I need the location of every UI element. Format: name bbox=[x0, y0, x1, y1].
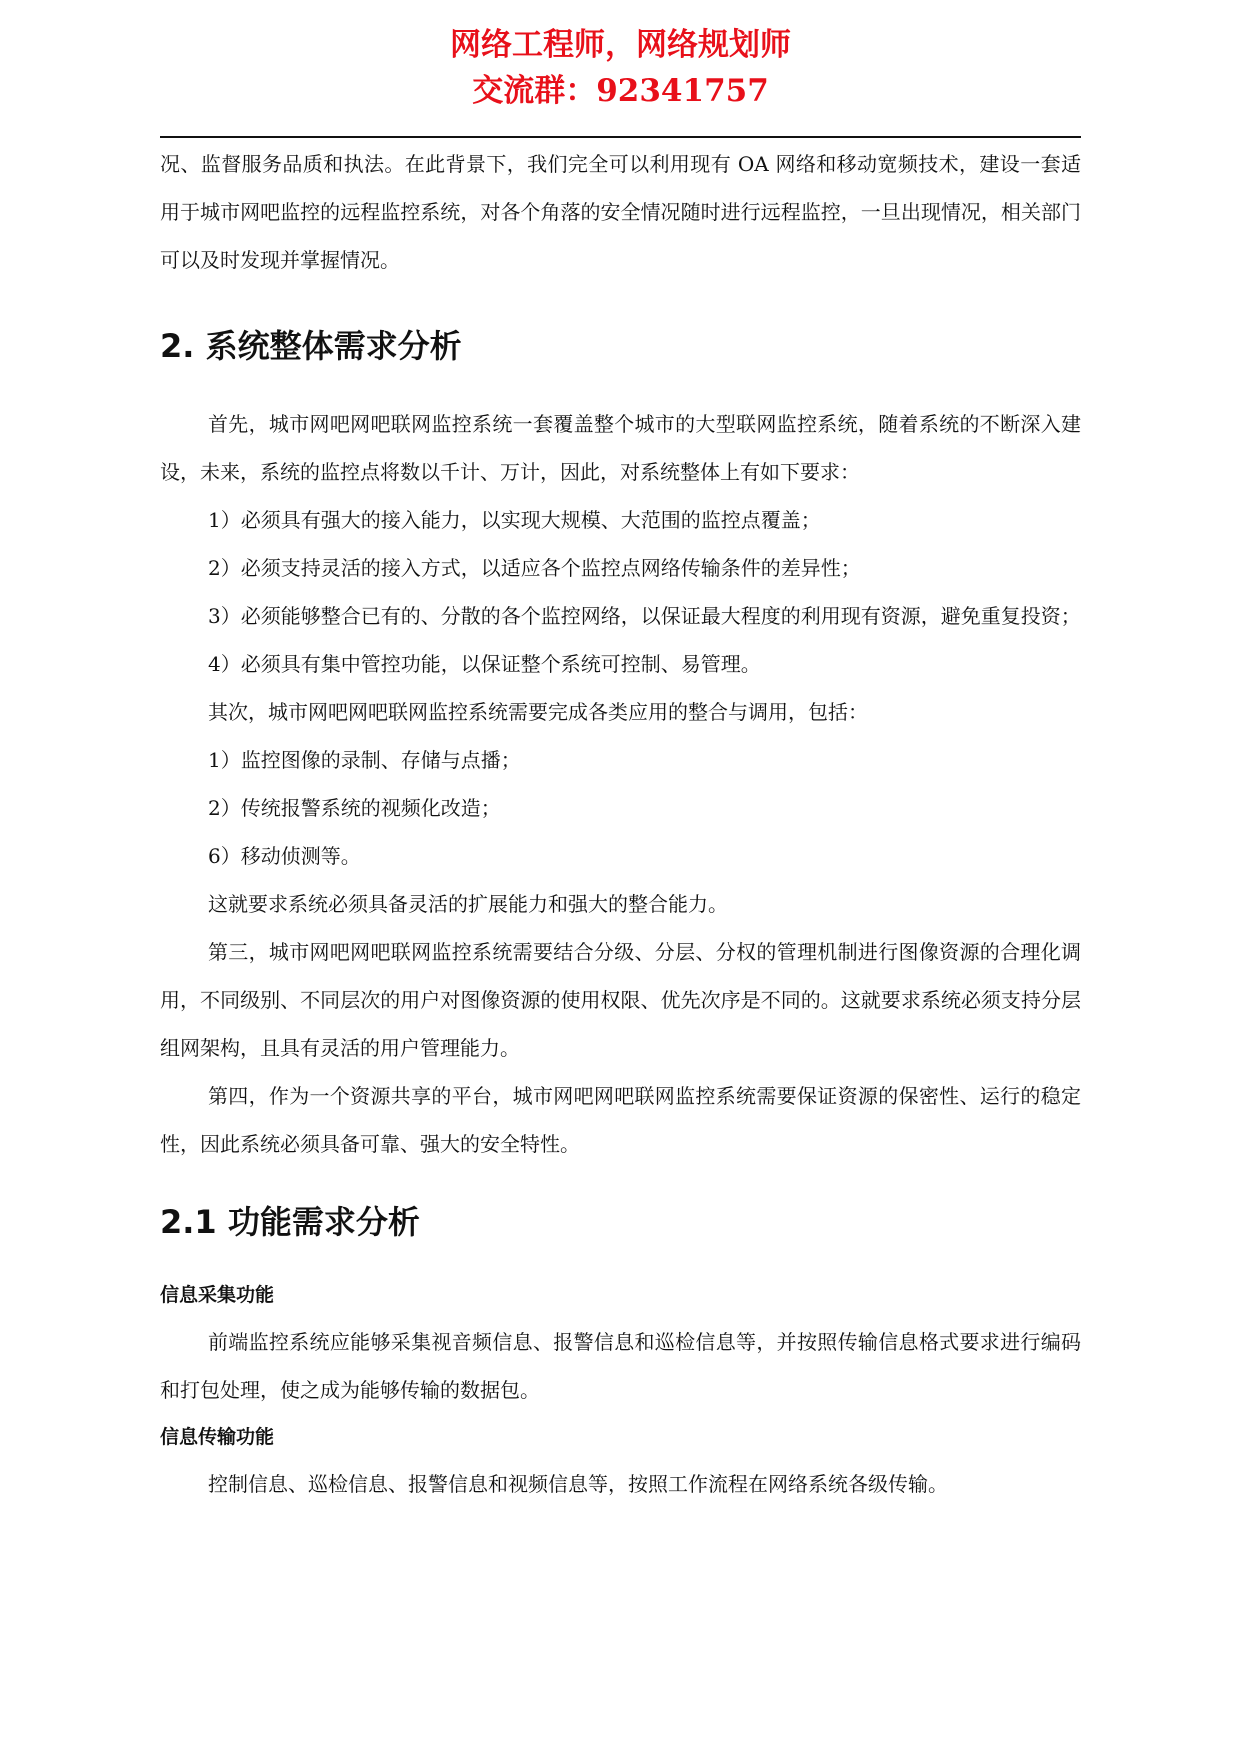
intro-paragraph: 况、监督服务品质和执法。在此背景下，我们完全可以利用现有 OA 网络和移动宽频技术，建设一套适用于城市网吧监控的远程监控系统，对各个角落的安全情况随时进行远程监控，一旦出现情况，相关部门可以及时发现并掌握情况。 bbox=[160, 152, 1081, 272]
requirement-item: 1）必须具有强大的接入能力，以实现大规模、大范围的监控点覆盖； bbox=[208, 508, 821, 532]
paragraph-fourth: 第四，作为一个资源共享的平台，城市网吧网吧联网监控系统需要保证资源的保密性、运行的稳定性，因此系统必须具备可靠、强大的安全特性。 bbox=[160, 1084, 1081, 1156]
paragraph-first: 首先，城市网吧网吧联网监控系统一套覆盖整个城市的大型联网监控系统，随着系统的不断深入建设，未来，系统的监控点将数以千计、万计，因此，对系统整体上有如下要求： bbox=[160, 412, 1081, 484]
document-body bbox=[160, 140, 1081, 1508]
info-collection-text: 前端监控系统应能够采集视音频信息、报警信息和巡检信息等，并按照传输信息格式要求进行编码和打包处理，使之成为能够传输的数据包。 bbox=[160, 1330, 1081, 1402]
header-group-number: 交流群：92341757 bbox=[472, 73, 769, 109]
info-transmission-text: 控制信息、巡检信息、报警信息和视频信息等，按照工作流程在网络系统各级传输。 bbox=[208, 1472, 948, 1496]
requirement-item: 2）必须支持灵活的接入方式，以适应各个监控点网络传输条件的差异性； bbox=[208, 556, 861, 580]
section-2-1-heading: 2.1 功能需求分析 bbox=[160, 1203, 420, 1241]
application-item: 6）移动侦测等。 bbox=[208, 844, 361, 868]
subheading-info-transmission: 信息传输功能 bbox=[160, 1426, 275, 1448]
application-item: 2）传统报警系统的视频化改造； bbox=[208, 796, 501, 820]
requirement-item: 3）必须能够整合已有的、分散的各个监控网络，以保证最大程度的利用现有资源，避免重复投资； bbox=[208, 604, 1081, 628]
requirement-item: 4）必须具有集中管控功能，以保证整个系统可控制、易管理。 bbox=[208, 652, 761, 676]
header-divider bbox=[160, 136, 1081, 138]
application-item: 1）监控图像的录制、存储与点播； bbox=[208, 748, 521, 772]
paragraph-summary: 这就要求系统必须具备灵活的扩展能力和强大的整合能力。 bbox=[208, 892, 728, 916]
subheading-info-collection: 信息采集功能 bbox=[160, 1284, 275, 1306]
paragraph-third: 第三，城市网吧网吧联网监控系统需要结合分级、分层、分权的管理机制进行图像资源的合理化调用，不同级别、不同层次的用户对图像资源的使用权限、优先次序是不同的。这就要求系统必须支持分层组网架构，且具有灵活的用户管理能力。 bbox=[160, 940, 1081, 1060]
header-title: 网络工程师，网络规划师 bbox=[450, 27, 791, 63]
section-2-heading: 2. 系统整体需求分析 bbox=[160, 327, 462, 365]
paragraph-second: 其次，城市网吧网吧联网监控系统需要完成各类应用的整合与调用，包括： bbox=[208, 700, 868, 724]
